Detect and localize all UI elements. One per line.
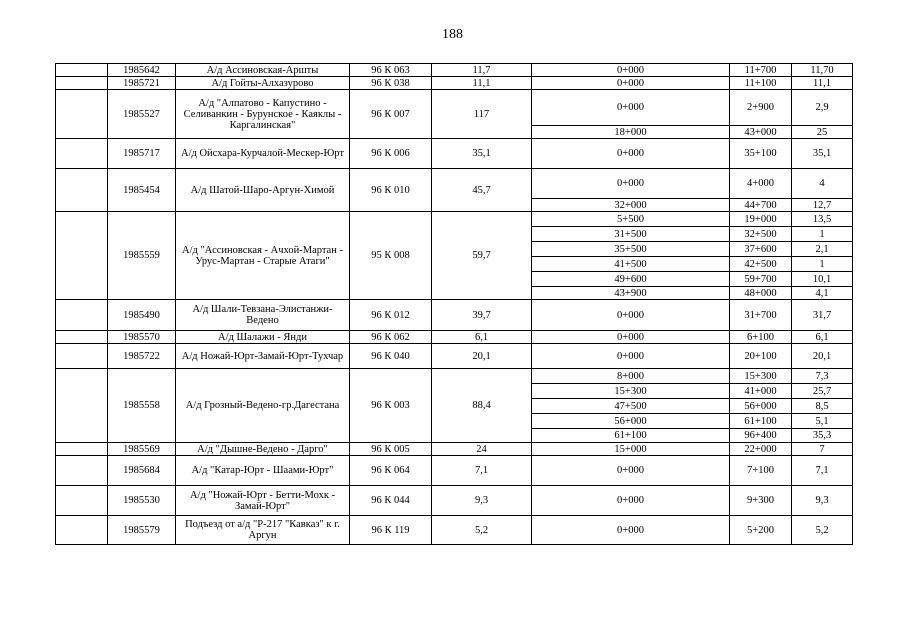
- blank-cell: [56, 331, 108, 344]
- road-code: 1985717: [108, 139, 176, 169]
- road-reg-number: 96 К 062: [350, 331, 432, 344]
- segment-km: 10,1: [792, 272, 853, 287]
- segment-start: 8+000: [532, 369, 730, 384]
- road-reg-number: 96 К 006: [350, 139, 432, 169]
- road-reg-number: 96 К 003: [350, 369, 432, 443]
- road-reg-number: 96 К 063: [350, 64, 432, 77]
- road-name: А/д "Ножай-Юрт - Бетти-Мохк - Замай-Юрт": [176, 486, 350, 516]
- segment-km: 25: [792, 126, 853, 139]
- road-name: А/д "Катар-Юрт - Шаами-Юрт": [176, 456, 350, 486]
- segment-km: 31,7: [792, 300, 853, 331]
- segment-start: 15+300: [532, 384, 730, 399]
- blank-cell: [56, 516, 108, 545]
- segment-km: 7,3: [792, 369, 853, 384]
- segment-km: 7,1: [792, 456, 853, 486]
- road-code: 1985642: [108, 64, 176, 77]
- segment-end: 44+700: [730, 199, 792, 212]
- segment-end: 2+900: [730, 90, 792, 126]
- segment-end: 7+100: [730, 456, 792, 486]
- road-length: 39,7: [432, 300, 532, 331]
- segment-end: 19+000: [730, 212, 792, 227]
- table-row: [56, 212, 853, 227]
- segment-start: 0+000: [532, 331, 730, 344]
- table-row: [56, 90, 853, 126]
- road-length: 24: [432, 443, 532, 456]
- blank-cell: [56, 369, 108, 443]
- segment-end: 48+000: [730, 287, 792, 300]
- segment-start: 41+500: [532, 257, 730, 272]
- road-length: 9,3: [432, 486, 532, 516]
- segment-end: 9+300: [730, 486, 792, 516]
- segment-start: 61+100: [532, 429, 730, 443]
- segment-start: 0+000: [532, 456, 730, 486]
- segment-km: 9,3: [792, 486, 853, 516]
- segment-km: 12,7: [792, 199, 853, 212]
- table-row: [56, 64, 853, 77]
- road-name: А/д Шалажи - Янди: [176, 331, 350, 344]
- blank-cell: [56, 212, 108, 300]
- segment-km: 8,5: [792, 399, 853, 414]
- segment-km: 4,1: [792, 287, 853, 300]
- segment-end: 56+000: [730, 399, 792, 414]
- road-code: 1985722: [108, 344, 176, 369]
- road-name: Подъезд от а/д "Р-217 "Кавказ" к г. Аргун: [176, 516, 350, 545]
- segment-start: 0+000: [532, 77, 730, 90]
- segment-end: 20+100: [730, 344, 792, 369]
- segment-start: 0+000: [532, 64, 730, 77]
- blank-cell: [56, 169, 108, 212]
- road-length: 35,1: [432, 139, 532, 169]
- road-length: 88,4: [432, 369, 532, 443]
- road-length: 59,7: [432, 212, 532, 300]
- road-length: 7,1: [432, 456, 532, 486]
- segment-km: 1: [792, 227, 853, 242]
- segment-start: 0+000: [532, 486, 730, 516]
- segment-end: 5+200: [730, 516, 792, 545]
- segment-end: 37+600: [730, 242, 792, 257]
- segment-end: 11+700: [730, 64, 792, 77]
- segment-end: 59+700: [730, 272, 792, 287]
- segment-start: 0+000: [532, 169, 730, 199]
- road-name: А/д Гойты-Алхазурово: [176, 77, 350, 90]
- segment-km: 35,1: [792, 139, 853, 169]
- road-code: 1985721: [108, 77, 176, 90]
- segment-start: 18+000: [532, 126, 730, 139]
- table-row: [56, 344, 853, 369]
- segment-start: 47+500: [532, 399, 730, 414]
- segment-km: 35,3: [792, 429, 853, 443]
- road-reg-number: 96 К 007: [350, 90, 432, 139]
- road-code: 1985559: [108, 212, 176, 300]
- segment-start: 31+500: [532, 227, 730, 242]
- segment-start: 0+000: [532, 344, 730, 369]
- blank-cell: [56, 300, 108, 331]
- road-name: А/д "Дышне-Ведено - Дарго": [176, 443, 350, 456]
- road-code: 1985490: [108, 300, 176, 331]
- table-row: [56, 139, 853, 169]
- road-code: 1985454: [108, 169, 176, 212]
- segment-end: 6+100: [730, 331, 792, 344]
- segment-km: 7: [792, 443, 853, 456]
- table-row: [56, 486, 853, 516]
- segment-km: 5,1: [792, 414, 853, 429]
- segment-end: 35+100: [730, 139, 792, 169]
- table-row: [56, 443, 853, 456]
- road-name: А/д Ассиновская-Аршты: [176, 64, 350, 77]
- road-length: 117: [432, 90, 532, 139]
- blank-cell: [56, 139, 108, 169]
- table-row: [56, 456, 853, 486]
- road-code: 1985684: [108, 456, 176, 486]
- road-code: 1985530: [108, 486, 176, 516]
- segment-end: 31+700: [730, 300, 792, 331]
- road-length: 11,1: [432, 77, 532, 90]
- segment-start: 5+500: [532, 212, 730, 227]
- road-length: 5,2: [432, 516, 532, 545]
- blank-cell: [56, 456, 108, 486]
- segment-km: 11,1: [792, 77, 853, 90]
- road-length: 11,7: [432, 64, 532, 77]
- segment-start: 0+000: [532, 516, 730, 545]
- segment-km: 5,2: [792, 516, 853, 545]
- segment-km: 25,7: [792, 384, 853, 399]
- road-reg-number: 96 К 038: [350, 77, 432, 90]
- segment-start: 15+000: [532, 443, 730, 456]
- road-reg-number: 96 К 010: [350, 169, 432, 212]
- road-reg-number: 96 К 005: [350, 443, 432, 456]
- road-reg-number: 96 К 040: [350, 344, 432, 369]
- segment-start: 0+000: [532, 300, 730, 331]
- road-reg-number: 95 К 008: [350, 212, 432, 300]
- road-code: 1985558: [108, 369, 176, 443]
- blank-cell: [56, 486, 108, 516]
- blank-cell: [56, 443, 108, 456]
- segment-start: 49+600: [532, 272, 730, 287]
- blank-cell: [56, 90, 108, 139]
- road-reg-number: 96 К 119: [350, 516, 432, 545]
- segment-start: 35+500: [532, 242, 730, 257]
- page-number: 188: [442, 27, 463, 42]
- road-name: А/д Ойсхара-Курчалой-Мескер-Юрт: [176, 139, 350, 169]
- road-length: 45,7: [432, 169, 532, 212]
- table-row: [56, 516, 853, 545]
- segment-start: 43+900: [532, 287, 730, 300]
- road-code: 1985570: [108, 331, 176, 344]
- road-code: 1985569: [108, 443, 176, 456]
- road-code: 1985579: [108, 516, 176, 545]
- segment-end: 96+400: [730, 429, 792, 443]
- segment-end: 61+100: [730, 414, 792, 429]
- road-length: 6,1: [432, 331, 532, 344]
- segment-start: 0+000: [532, 90, 730, 126]
- blank-cell: [56, 64, 108, 77]
- table-row: [56, 169, 853, 199]
- segment-end: 41+000: [730, 384, 792, 399]
- segment-start: 32+000: [532, 199, 730, 212]
- road-reg-number: 96 К 064: [350, 456, 432, 486]
- blank-cell: [56, 77, 108, 90]
- segment-end: 32+500: [730, 227, 792, 242]
- road-name: А/д Шатой-Шаро-Аргун-Химой: [176, 169, 350, 212]
- table-row: [56, 331, 853, 344]
- road-length: 20,1: [432, 344, 532, 369]
- road-reg-number: 96 К 012: [350, 300, 432, 331]
- segment-end: 11+100: [730, 77, 792, 90]
- road-name: А/д Грозный-Ведено-гр.Дагестана: [176, 369, 350, 443]
- segment-km: 11,70: [792, 64, 853, 77]
- blank-cell: [56, 344, 108, 369]
- road-code: 1985527: [108, 90, 176, 139]
- segment-km: 6,1: [792, 331, 853, 344]
- segment-km: 20,1: [792, 344, 853, 369]
- road-name: А/д Шали-Тевзана-Элистанжи-Ведено: [176, 300, 350, 331]
- segment-end: 43+000: [730, 126, 792, 139]
- segment-km: 2,1: [792, 242, 853, 257]
- table-row: [56, 369, 853, 384]
- table-row: [56, 77, 853, 90]
- segment-km: 13,5: [792, 212, 853, 227]
- segment-end: 42+500: [730, 257, 792, 272]
- segment-km: 2,9: [792, 90, 853, 126]
- road-name: А/д "Алпатово - Капустино - Селиванкин - Бурунское - Каяклы - Каргалинская": [176, 90, 350, 139]
- segment-end: 4+000: [730, 169, 792, 199]
- segment-km: 4: [792, 169, 853, 199]
- segment-km: 1: [792, 257, 853, 272]
- road-name: А/д "Ассиновская - Ачхой-Мартан - Урус-Мартан - Старые Атаги": [176, 212, 350, 300]
- segment-end: 15+300: [730, 369, 792, 384]
- road-name: А/д Ножай-Юрт-Замай-Юрт-Тухчар: [176, 344, 350, 369]
- segment-start: 56+000: [532, 414, 730, 429]
- roads-table: [55, 63, 853, 545]
- road-reg-number: 96 К 044: [350, 486, 432, 516]
- segment-start: 0+000: [532, 139, 730, 169]
- segment-end: 22+000: [730, 443, 792, 456]
- table-row: [56, 300, 853, 331]
